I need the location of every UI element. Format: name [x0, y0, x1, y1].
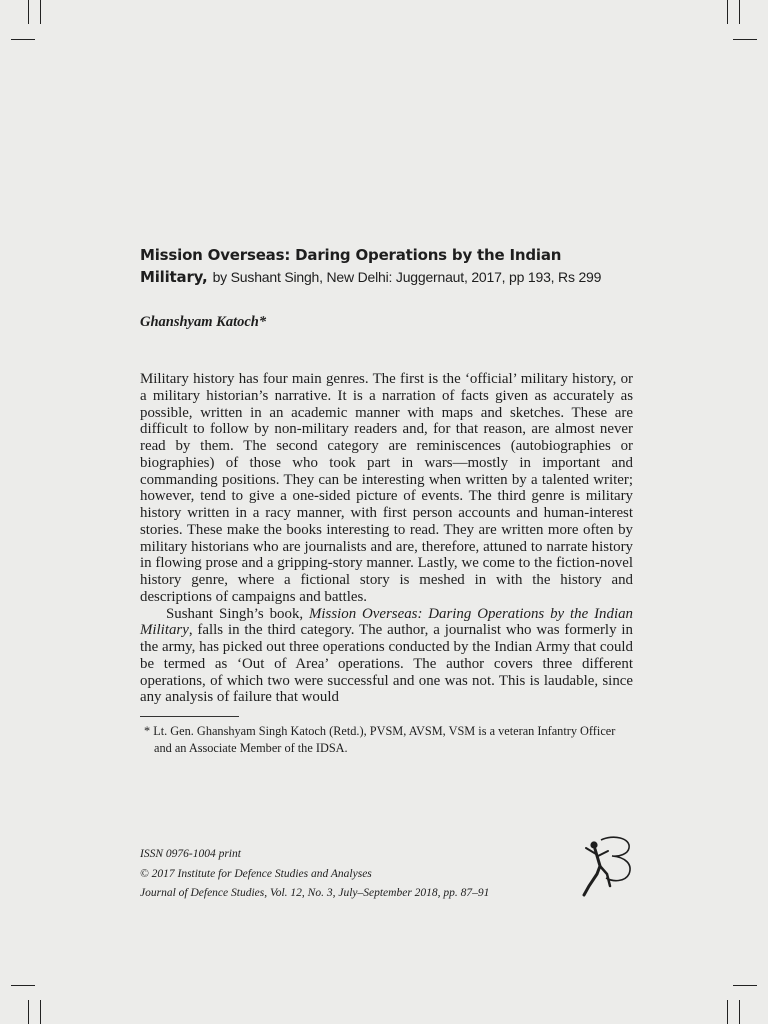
crop-mark	[733, 985, 757, 986]
crop-mark	[40, 1000, 41, 1024]
crop-mark	[28, 1000, 29, 1024]
review-title	[140, 244, 633, 288]
footnote: * Lt. Gen. Ghanshyam Singh Katoch (Retd.), PVSM, AVSM, VSM is a veteran Infantry Officer and an Associate Member of the IDSA.	[144, 724, 616, 755]
article-content	[140, 244, 633, 757]
crop-mark	[733, 39, 757, 40]
paragraph	[140, 606, 633, 707]
publisher-logo-icon	[579, 834, 639, 900]
reviewer-name: Ghanshyam Katoch*	[140, 314, 267, 330]
footnote-rule	[140, 716, 239, 717]
paragraph-text: , falls in the third category. The author, a journalist who was formerly in the army, has picked out three operations conducted by the Indian Army that could be termed as ‘Out of Area’ operations. The author covers three different operations, of which two were successful and one was not. This is laudable, since any analysis of failure that would	[140, 622, 633, 706]
crop-mark	[727, 1000, 728, 1024]
article-body	[140, 371, 633, 757]
book-title: Mission Overseas: Daring Operations by the Indian Military,	[140, 246, 562, 286]
journal-info	[140, 845, 489, 904]
crop-mark	[40, 0, 41, 24]
paragraph: Military history has four main genres. The first is the ‘official’ military history, or a military historian’s narrative. It is a narration of facts given as accurately as possible, written in an academic manner with maps and sketches. These are difficult to follow by non-military readers and, for that reason, are almost never read by them. The second category are reminiscences (autobiographies or biographies) of those who took part in wars—mostly in important and commanding positions. They can be interesting when written by a talented writer; however, tend to give a one-sided picture of events. The third genre is military history written in a racy manner, with first person accounts and human-interest stories. These make the books interesting to read. They are written more often by military historians who are journalists and are, therefore, attuned to narrate history in flowing prose and a gripping-story manner. Lastly, we come to the fiction-novel history genre, where a fictional story is meshed in with the history and descriptions of campaigns and battles.	[140, 371, 633, 605]
issn: ISSN 0976-1004 print	[140, 848, 241, 860]
crop-mark	[28, 0, 29, 24]
crop-mark	[11, 985, 35, 986]
crop-mark	[727, 0, 728, 24]
citation: Journal of Defence Studies, Vol. 12, No. 3, July–September 2018, pp. 87–91	[140, 887, 490, 899]
copyright: © 2017 Institute for Defence Studies and Analyses	[140, 867, 372, 880]
crop-mark	[739, 0, 740, 24]
book-title-italic: Mission Overseas: Daring Operations by the Indian Military	[140, 605, 633, 639]
crop-mark	[11, 39, 35, 40]
crop-mark	[739, 1000, 740, 1024]
paragraph-text: Sushant Singh’s book,	[166, 605, 309, 622]
book-byline: by Sushant Singh, New Delhi: Juggernaut, 2017, pp 193, Rs 299	[212, 269, 602, 285]
